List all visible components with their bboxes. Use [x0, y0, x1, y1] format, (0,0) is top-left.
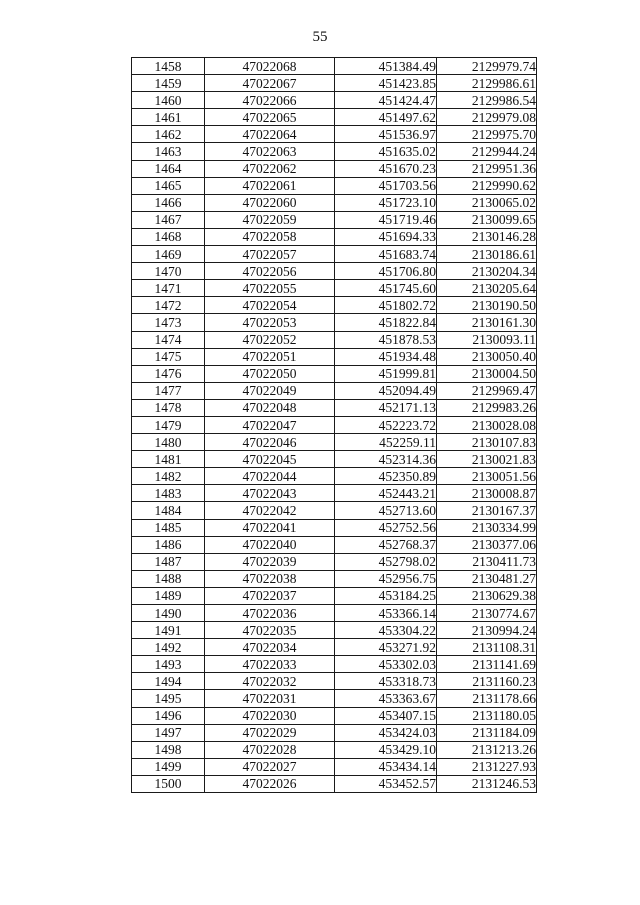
- point-id-cell: 47022037: [205, 587, 335, 604]
- y-coordinate-cell: 2129986.54: [437, 92, 537, 109]
- y-coordinate-cell: 2130186.61: [437, 246, 537, 263]
- point-number-cell: 1478: [132, 399, 205, 416]
- point-number-cell: 1470: [132, 263, 205, 280]
- point-number-cell: 1476: [132, 365, 205, 382]
- point-id-cell: 47022055: [205, 280, 335, 297]
- point-number-cell: 1489: [132, 587, 205, 604]
- x-coordinate-cell: 453434.14: [335, 758, 437, 775]
- table-row: [132, 690, 537, 707]
- x-coordinate-cell: 451745.60: [335, 280, 437, 297]
- x-coordinate-cell: 451536.97: [335, 126, 437, 143]
- point-id-cell: 47022064: [205, 126, 335, 143]
- y-coordinate-cell: 2130377.06: [437, 536, 537, 553]
- table-row: [132, 314, 537, 331]
- x-coordinate-cell: 451635.02: [335, 143, 437, 160]
- point-number-cell: 1468: [132, 228, 205, 245]
- point-id-cell: 47022059: [205, 211, 335, 228]
- point-id-cell: 47022034: [205, 639, 335, 656]
- table-body: [132, 58, 537, 793]
- table-row: [132, 451, 537, 468]
- point-number-cell: 1471: [132, 280, 205, 297]
- point-id-cell: 47022032: [205, 673, 335, 690]
- table-row: [132, 331, 537, 348]
- point-number-cell: 1490: [132, 605, 205, 622]
- table-row: [132, 58, 537, 75]
- y-coordinate-cell: 2130065.02: [437, 194, 537, 211]
- point-number-cell: 1463: [132, 143, 205, 160]
- point-id-cell: 47022049: [205, 382, 335, 399]
- y-coordinate-cell: 2130021.83: [437, 451, 537, 468]
- x-coordinate-cell: 453318.73: [335, 673, 437, 690]
- x-coordinate-cell: 453271.92: [335, 639, 437, 656]
- point-id-cell: 47022043: [205, 485, 335, 502]
- y-coordinate-cell: 2129975.70: [437, 126, 537, 143]
- y-coordinate-cell: 2129951.36: [437, 160, 537, 177]
- point-id-cell: 47022054: [205, 297, 335, 314]
- x-coordinate-cell: 452259.11: [335, 434, 437, 451]
- point-number-cell: 1486: [132, 536, 205, 553]
- point-number-cell: 1494: [132, 673, 205, 690]
- table-row: [132, 724, 537, 741]
- y-coordinate-cell: 2130099.65: [437, 211, 537, 228]
- y-coordinate-cell: 2130411.73: [437, 553, 537, 570]
- y-coordinate-cell: 2129979.74: [437, 58, 537, 75]
- table-row: [132, 468, 537, 485]
- x-coordinate-cell: 451670.23: [335, 160, 437, 177]
- point-number-cell: 1497: [132, 724, 205, 741]
- y-coordinate-cell: 2129944.24: [437, 143, 537, 160]
- point-id-cell: 47022065: [205, 109, 335, 126]
- point-id-cell: 47022038: [205, 570, 335, 587]
- point-id-cell: 47022056: [205, 263, 335, 280]
- y-coordinate-cell: 2130028.08: [437, 416, 537, 433]
- point-id-cell: 47022066: [205, 92, 335, 109]
- table-row: [132, 246, 537, 263]
- y-coordinate-cell: 2131246.53: [437, 775, 537, 792]
- y-coordinate-cell: 2130994.24: [437, 622, 537, 639]
- x-coordinate-cell: 453304.22: [335, 622, 437, 639]
- table-row: [132, 741, 537, 758]
- point-number-cell: 1495: [132, 690, 205, 707]
- y-coordinate-cell: 2130093.11: [437, 331, 537, 348]
- table-row: [132, 622, 537, 639]
- point-id-cell: 47022028: [205, 741, 335, 758]
- table-row: [132, 639, 537, 656]
- y-coordinate-cell: 2129969.47: [437, 382, 537, 399]
- table-row: [132, 92, 537, 109]
- table-row: [132, 416, 537, 433]
- x-coordinate-cell: 451723.10: [335, 194, 437, 211]
- table-row: [132, 707, 537, 724]
- y-coordinate-cell: 2130004.50: [437, 365, 537, 382]
- point-id-cell: 47022026: [205, 775, 335, 792]
- table-row: [132, 228, 537, 245]
- point-id-cell: 47022044: [205, 468, 335, 485]
- x-coordinate-cell: 451822.84: [335, 314, 437, 331]
- x-coordinate-cell: 453452.57: [335, 775, 437, 792]
- point-id-cell: 47022063: [205, 143, 335, 160]
- point-number-cell: 1499: [132, 758, 205, 775]
- point-number-cell: 1482: [132, 468, 205, 485]
- y-coordinate-cell: 2131213.26: [437, 741, 537, 758]
- x-coordinate-cell: 451424.47: [335, 92, 437, 109]
- y-coordinate-cell: 2130629.38: [437, 587, 537, 604]
- table-row: [132, 126, 537, 143]
- y-coordinate-cell: 2131160.23: [437, 673, 537, 690]
- point-number-cell: 1473: [132, 314, 205, 331]
- point-number-cell: 1467: [132, 211, 205, 228]
- x-coordinate-cell: 453363.67: [335, 690, 437, 707]
- table-row: [132, 177, 537, 194]
- table-row: [132, 502, 537, 519]
- point-number-cell: 1466: [132, 194, 205, 211]
- x-coordinate-cell: 452171.13: [335, 399, 437, 416]
- table-row: [132, 263, 537, 280]
- table-row: [132, 434, 537, 451]
- table-row: [132, 399, 537, 416]
- point-number-cell: 1459: [132, 75, 205, 92]
- table-row: [132, 536, 537, 553]
- point-number-cell: 1462: [132, 126, 205, 143]
- table-row: [132, 485, 537, 502]
- x-coordinate-cell: 452314.36: [335, 451, 437, 468]
- x-coordinate-cell: 451934.48: [335, 348, 437, 365]
- x-coordinate-cell: 451694.33: [335, 228, 437, 245]
- point-number-cell: 1479: [132, 416, 205, 433]
- x-coordinate-cell: 452350.89: [335, 468, 437, 485]
- point-id-cell: 47022047: [205, 416, 335, 433]
- y-coordinate-cell: 2131108.31: [437, 639, 537, 656]
- coordinates-table: [131, 57, 537, 793]
- x-coordinate-cell: 451703.56: [335, 177, 437, 194]
- y-coordinate-cell: 2131227.93: [437, 758, 537, 775]
- point-number-cell: 1475: [132, 348, 205, 365]
- point-id-cell: 47022035: [205, 622, 335, 639]
- x-coordinate-cell: 451999.81: [335, 365, 437, 382]
- point-number-cell: 1483: [132, 485, 205, 502]
- table-row: [132, 143, 537, 160]
- y-coordinate-cell: 2130107.83: [437, 434, 537, 451]
- point-number-cell: 1493: [132, 656, 205, 673]
- point-id-cell: 47022036: [205, 605, 335, 622]
- x-coordinate-cell: 451719.46: [335, 211, 437, 228]
- page-number: 55: [312, 29, 328, 45]
- point-number-cell: 1492: [132, 639, 205, 656]
- x-coordinate-cell: 452768.37: [335, 536, 437, 553]
- table-row: [132, 673, 537, 690]
- point-number-cell: 1477: [132, 382, 205, 399]
- point-id-cell: 47022031: [205, 690, 335, 707]
- y-coordinate-cell: 2131180.05: [437, 707, 537, 724]
- table-row: [132, 382, 537, 399]
- x-coordinate-cell: 451878.53: [335, 331, 437, 348]
- x-coordinate-cell: 452094.49: [335, 382, 437, 399]
- y-coordinate-cell: 2130050.40: [437, 348, 537, 365]
- x-coordinate-cell: 451802.72: [335, 297, 437, 314]
- y-coordinate-cell: 2130146.28: [437, 228, 537, 245]
- point-number-cell: 1481: [132, 451, 205, 468]
- point-number-cell: 1491: [132, 622, 205, 639]
- point-id-cell: 47022062: [205, 160, 335, 177]
- y-coordinate-cell: 2129979.08: [437, 109, 537, 126]
- x-coordinate-cell: 452713.60: [335, 502, 437, 519]
- point-id-cell: 47022058: [205, 228, 335, 245]
- point-number-cell: 1469: [132, 246, 205, 263]
- x-coordinate-cell: 451384.49: [335, 58, 437, 75]
- x-coordinate-cell: 452223.72: [335, 416, 437, 433]
- point-number-cell: 1458: [132, 58, 205, 75]
- x-coordinate-cell: 451706.80: [335, 263, 437, 280]
- y-coordinate-cell: 2130161.30: [437, 314, 537, 331]
- point-id-cell: 47022042: [205, 502, 335, 519]
- y-coordinate-cell: 2130481.27: [437, 570, 537, 587]
- x-coordinate-cell: 453366.14: [335, 605, 437, 622]
- x-coordinate-cell: 453429.10: [335, 741, 437, 758]
- table-row: [132, 587, 537, 604]
- point-id-cell: 47022039: [205, 553, 335, 570]
- y-coordinate-cell: 2129986.61: [437, 75, 537, 92]
- table-row: [132, 280, 537, 297]
- point-id-cell: 47022040: [205, 536, 335, 553]
- table-row: [132, 160, 537, 177]
- table-row: [132, 365, 537, 382]
- y-coordinate-cell: 2130334.99: [437, 519, 537, 536]
- y-coordinate-cell: 2129983.26: [437, 399, 537, 416]
- point-id-cell: 47022048: [205, 399, 335, 416]
- point-number-cell: 1474: [132, 331, 205, 348]
- point-number-cell: 1488: [132, 570, 205, 587]
- y-coordinate-cell: 2129990.62: [437, 177, 537, 194]
- table-row: [132, 775, 537, 792]
- table-row: [132, 553, 537, 570]
- x-coordinate-cell: 453424.03: [335, 724, 437, 741]
- x-coordinate-cell: 452956.75: [335, 570, 437, 587]
- point-id-cell: 47022033: [205, 656, 335, 673]
- point-number-cell: 1485: [132, 519, 205, 536]
- point-number-cell: 1480: [132, 434, 205, 451]
- y-coordinate-cell: 2130051.56: [437, 468, 537, 485]
- point-id-cell: 47022060: [205, 194, 335, 211]
- point-number-cell: 1464: [132, 160, 205, 177]
- point-number-cell: 1460: [132, 92, 205, 109]
- point-id-cell: 47022045: [205, 451, 335, 468]
- point-number-cell: 1498: [132, 741, 205, 758]
- table-row: [132, 348, 537, 365]
- point-number-cell: 1496: [132, 707, 205, 724]
- x-coordinate-cell: 452752.56: [335, 519, 437, 536]
- table-row: [132, 211, 537, 228]
- y-coordinate-cell: 2130167.37: [437, 502, 537, 519]
- point-id-cell: 47022030: [205, 707, 335, 724]
- y-coordinate-cell: 2131178.66: [437, 690, 537, 707]
- y-coordinate-cell: 2130205.64: [437, 280, 537, 297]
- y-coordinate-cell: 2130008.87: [437, 485, 537, 502]
- y-coordinate-cell: 2131184.09: [437, 724, 537, 741]
- point-number-cell: 1500: [132, 775, 205, 792]
- x-coordinate-cell: 451423.85: [335, 75, 437, 92]
- point-id-cell: 47022029: [205, 724, 335, 741]
- point-number-cell: 1487: [132, 553, 205, 570]
- point-number-cell: 1465: [132, 177, 205, 194]
- table-row: [132, 570, 537, 587]
- table-row: [132, 297, 537, 314]
- point-id-cell: 47022046: [205, 434, 335, 451]
- table-row: [132, 656, 537, 673]
- x-coordinate-cell: 451497.62: [335, 109, 437, 126]
- table-row: [132, 758, 537, 775]
- point-id-cell: 47022027: [205, 758, 335, 775]
- y-coordinate-cell: 2131141.69: [437, 656, 537, 673]
- x-coordinate-cell: 452798.02: [335, 553, 437, 570]
- point-number-cell: 1484: [132, 502, 205, 519]
- x-coordinate-cell: 453302.03: [335, 656, 437, 673]
- point-id-cell: 47022068: [205, 58, 335, 75]
- x-coordinate-cell: 453407.15: [335, 707, 437, 724]
- table-row: [132, 194, 537, 211]
- table-row: [132, 605, 537, 622]
- point-id-cell: 47022051: [205, 348, 335, 365]
- point-id-cell: 47022050: [205, 365, 335, 382]
- point-id-cell: 47022053: [205, 314, 335, 331]
- point-id-cell: 47022057: [205, 246, 335, 263]
- x-coordinate-cell: 453184.25: [335, 587, 437, 604]
- point-id-cell: 47022052: [205, 331, 335, 348]
- point-id-cell: 47022067: [205, 75, 335, 92]
- table-row: [132, 519, 537, 536]
- point-number-cell: 1461: [132, 109, 205, 126]
- y-coordinate-cell: 2130204.34: [437, 263, 537, 280]
- table-row: [132, 109, 537, 126]
- point-id-cell: 47022061: [205, 177, 335, 194]
- table-row: [132, 75, 537, 92]
- y-coordinate-cell: 2130190.50: [437, 297, 537, 314]
- x-coordinate-cell: 451683.74: [335, 246, 437, 263]
- x-coordinate-cell: 452443.21: [335, 485, 437, 502]
- point-number-cell: 1472: [132, 297, 205, 314]
- y-coordinate-cell: 2130774.67: [437, 605, 537, 622]
- point-id-cell: 47022041: [205, 519, 335, 536]
